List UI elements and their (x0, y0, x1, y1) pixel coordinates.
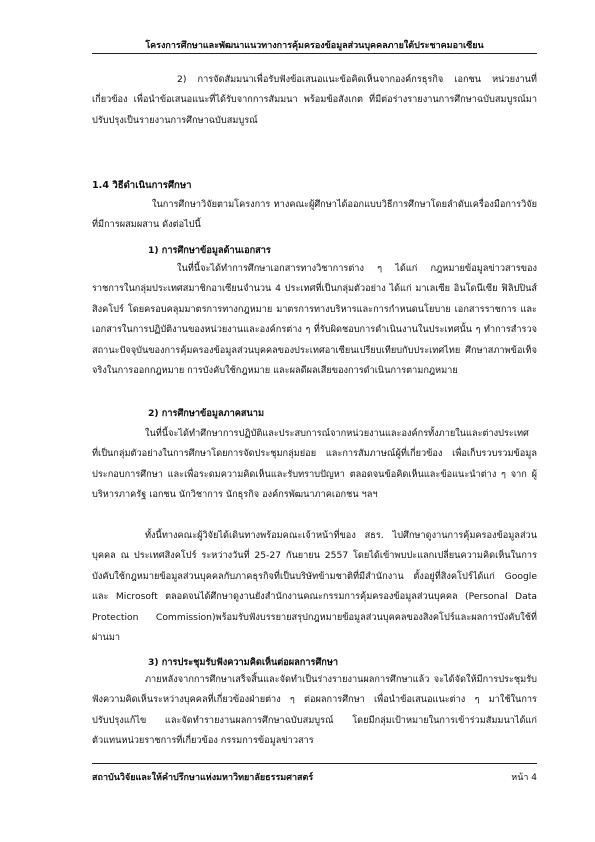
footer-divider (92, 763, 537, 764)
subsection-1-paragraph: ในที่นี้จะได้ทำการศึกษาเอกสารทางวิชาการต่าง ๆ ได้แก่ กฎหมายข้อมูลข่าวสารของราชการในกลุ่มประเทศสมาชิกอาเซียนจำนวน 4 ประเทศที่เป็นกลุ่มตัวอย่าง ได้แก่ มาเลเซีย อินโดนีเซีย ฟิลิปปินส์ สิงคโปร์ โดยครอบคลุมมาตรการทางกฎหมาย มาตรการทางบริหารและการกำหนดนโยบาย เอกสารราชการ และเอกสารในการปฏิบัติงานของหน่วยงานและองค์กรต่าง ๆ ที่รับผิดชอบการดำเนินงานในประเทศนั้น ๆ ทำการสำรวจสถานะปัจจุบันของการคุ้มครองข้อมูลส่วนบุคคลของประเทศอาเซียนเปรียบเทียบกับประเทศไทย ศึกษาสภาพข้อเท็จจริงในการออกกฎหมาย การบังคับใช้กฎหมาย และผลดีผลเสียของการดำเนินการตามกฎหมาย (92, 263, 537, 377)
subsection-3-heading: 3) การประชุมรับฟังความคิดเห็นต่อผลการศึกษา (148, 657, 339, 668)
page-number: หน้า 4 (511, 773, 537, 783)
section-heading: 1.4 วิธีดำเนินการศึกษา (92, 180, 192, 191)
subsection-2-heading: 2) การศึกษาข้อมูลภาคสนาม (148, 408, 265, 419)
header-divider (92, 53, 537, 54)
intro-paragraph: 2) การจัดสัมมนาเพื่อรับฟังข้อเสนอแนะข้อคิดเห็นจากองค์กรธุรกิจ เอกชน หน่วยงานที่เกี่ยวข้อง เพื่อนำข้อเสนอแนะที่ได้รับจากการสัมมนา พร้อมข้อสังเกต ที่มีต่อร่างรายงานการศึกษาฉบับสมบูรณ์มาปรับปรุงเป็นรายงานการศึกษาฉบับสมบูรณ์ (92, 74, 537, 126)
footer-institute: สถาบันวิจัยและให้คำปรึกษาแห่งมหาวิทยาลัยธรรมศาสตร์ (92, 773, 314, 783)
section-paragraph: ในการศึกษาวิจัยตามโครงการ ทางคณะผู้ศึกษาได้ออกแบบวิธีการศึกษาโดยลำดับเครื่องมือการวิจัยที่มีการผสมผสาน ดังต่อไปนี้ (92, 199, 537, 231)
subsection-3-paragraph: ภายหลังจากการศึกษาเสร็จสิ้นและจัดทำเป็นร่างรายงานผลการศึกษาแล้ว จะได้จัดให้มีการประชุมรับฟังความคิดเห็นระหว่างบุคคลที่เกี่ยวข้องฝ่ายต่าง ๆ ต่อผลการศึกษา เพื่อนำข้อเสนอแนะต่าง ๆ มาใช้ในการปรับปรุงแก้ไข และจัดทำรายงานผลการศึกษาฉบับสมบูรณ์ โดยมีกลุ่มเป้าหมายในการเข้าร่วมสัมมนาได้แก่ ตัวแทนหน่วยราชการที่เกี่ยวข้อง กรรมการข้อมูลข่าวสาร (92, 674, 537, 747)
subsection-1-heading: 1) การศึกษาข้อมูลด้านเอกสาร (148, 245, 271, 256)
subsection-2-paragraph-1: ในที่นี้จะได้ทำศึกษาการปฏิบัติและประสบการณ์จากหน่วยงานและองค์กรทั้งภายในและต่างประเทศ ที่เป็นกลุ่มตัวอย่างในการศึกษาโดยการจัดประชุมกลุ่มย่อย และการสัมภาษณ์ผู้ที่เกี่ยวข้อง เพื่อเก็บรวบรวมข้อมูลประกอบการศึกษา และเพื่อระดมความคิดเห็นและรับทราบปัญหา ตลอดจนข้อคิดเห็นและข้อแนะนำต่าง ๆ จาก ผู้บริหารภาครัฐ เอกชน นักวิชาการ นักธุรกิจ องค์กรพัฒนาภาคเอกชน ฯลฯ (92, 428, 537, 501)
subsection-2-paragraph-2: ทั้งนี้ทางคณะผู้วิจัยได้เดินทางพร้อมคณะเจ้าหน้าที่ของ สธร. ไปศึกษาดูงานการคุ้มครองข้อมูลส่วนบุคคล ณ ประเทศสิงคโปร์ ระหว่างวันที่ 25-27 กันยายน 2557 โดยได้เข้าพบปะแลกเปลี่ยนความคิดเห็นในการบังคับใช้กฎหมายข้อมูลส่วนบุคคลกับภาคธุรกิจที่เป็นบริษัทข้ามชาติที่มีสำนักงาน ตั้งอยู่ที่สิงคโปร์ได้แก่ Google และ Microsoft ตลอดจนได้ศึกษาดูงานยังสำนักงานคณะกรรมการคุ้มครองข้อมูลส่วนบุคคล (Personal Data Protection Commission)พร้อมรับฟังบรรยายสรุปกฎหมายข้อมูลส่วนบุคคลของสิงคโปร์และผลการบังคับใช้ที่ผ่านมา (92, 530, 537, 644)
page-header-title: โครงการศึกษาและพัฒนาแนวทางการคุ้มครองข้อมูลส่วนบุคคลภายใต้ประชาคมอาเซียน (145, 41, 484, 51)
